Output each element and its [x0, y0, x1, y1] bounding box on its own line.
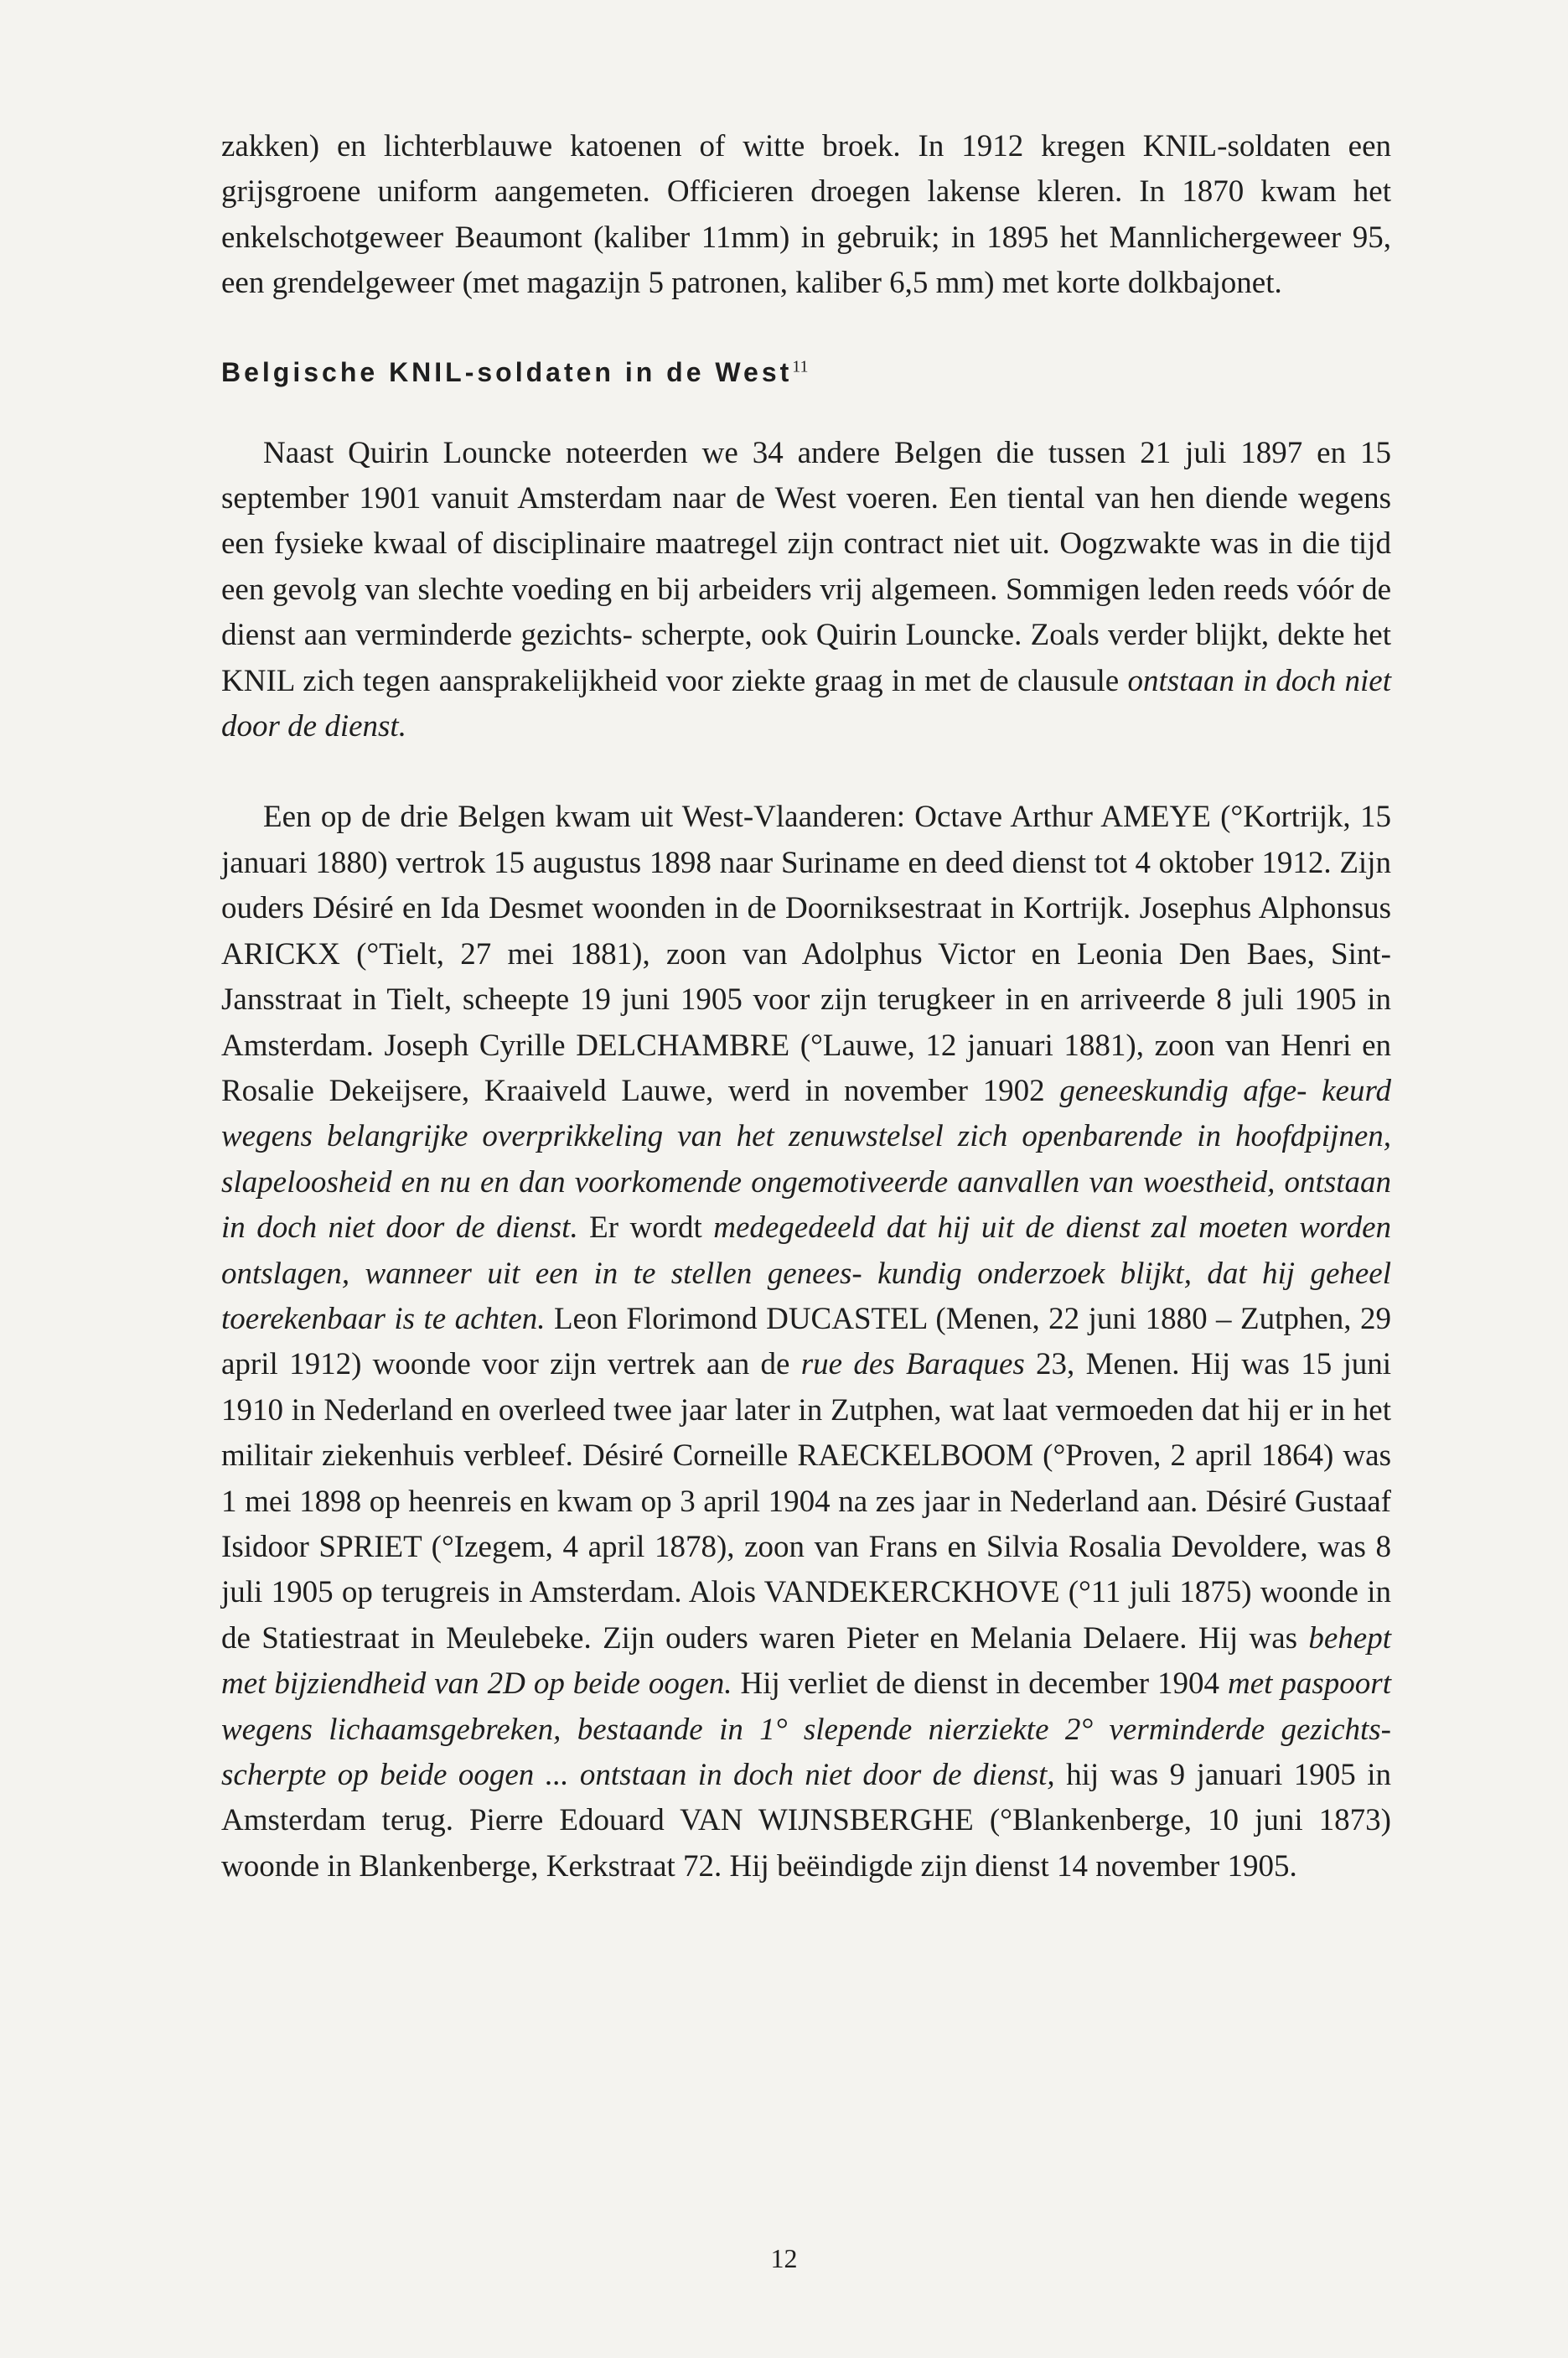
paragraph-spacer	[221, 749, 1391, 795]
paragraph-text: Er wordt	[577, 1210, 714, 1246]
page-body	[221, 124, 1391, 1889]
paragraph-text: hij was 9 januari 1905 in Amsterdam terug. Pierre Edouard VAN WIJNSBERGHE (°Blankenberge, 10 juni 1873) woonde in Blankenberge, Kerkstraat 72. Hij beëindigde zijn dienst 14 november 1905.	[221, 1758, 1391, 1884]
italic-quote: geneeskundig afge- keurd wegens belangrijke overprikkeling van het zenuwstelsel zich openbarende in hoofdpijnen, slapeloosheid en nu en dan voorkomende ongemotiveerde aanvallen van woestheid, ontstaan in doch niet door de dienst.	[221, 1073, 1391, 1246]
italic-quote: met paspoort wegens lichaamsgebreken, bestaande in 1° slepende nierziekte 2° verminderde gezichts- scherpte op beide oogen ... ontstaan in doch niet door de dienst,	[221, 1666, 1391, 1792]
italic-quote: behept met bijziendheid van 2D op beide oogen.	[221, 1620, 1391, 1702]
section-heading	[221, 354, 1391, 391]
paragraph-text: Naast Quirin Louncke noteerden we 34 andere Belgen die tussen 21 juli 1897 en 15 september 1901 vanuit Amsterdam naar de West voeren. Een tiental van hen diende wegens een fysieke kwaal of disciplinaire maatregel zijn contract niet uit. Oogzwakte was in die tijd een gevolg van slechte voeding en bij arbeiders vrij algemeen. Sommigen leden reeds vóór de dienst aan verminderde gezichts- scherpte, ook Quirin Louncke. Zoals verder blijkt, dekte het KNIL zich tegen aansprakelijkheid voor ziekte graag in met de clausule	[221, 435, 1391, 698]
paragraph-text: Leon Florimond DUCASTEL (Menen, 22 juni 1880 – Zutphen, 29 april 1912) woonde voor zijn vertrek aan de	[221, 1301, 1391, 1382]
italic-street-name: rue des Baraques	[800, 1347, 1025, 1382]
footnote-reference: 11	[792, 356, 809, 376]
intro-paragraph: zakken) en lichterblauwe katoenen of witte broek. In 1912 kregen KNIL-soldaten een grijsgroene uniform aangemeten. Officieren droegen lakense kleren. In 1870 kwam het enkelschotgeweer Beaumont (kaliber 11mm) in gebruik; in 1895 het Mannlichergeweer 95, een grendelgeweer (met magazijn 5 patronen, kaliber 6,5 mm) met korte dolkbajonet.	[221, 129, 1391, 301]
paragraph-west-flanders-soldiers	[221, 795, 1391, 1889]
paragraph-belgians-overview	[221, 431, 1391, 750]
italic-quote: ontstaan in doch niet door de dienst.	[221, 663, 1391, 744]
page-number: 12	[770, 2243, 798, 2273]
paragraph-text: Hij verliet de dienst in december 1904	[732, 1666, 1229, 1702]
paragraph-text: 23, Menen. Hij was 15 juni 1910 in Nederland en overleed twee jaar later in Zutphen, wat laat vermoeden dat hij er in het militair ziekenhuis verbleef. Désiré Corneille RAECKELBOOM (°Proven, 2 april 1864) was 1 mei 1898 op heenreis en kwam op 3 april 1904 na zes jaar in Nederland aan. Désiré Gustaaf Isidoor SPRIET (°Izegem, 4 april 1878), zoon van Frans en Silvia Rosalia Devoldere, was 8 juli 1905 op terugreis in Amsterdam. Alois VANDEKERCKHOVE (°11 juli 1875) woonde in de Statiestraat in Meulebeke. Zijn ouders waren Pieter en Melania Delaere. Hij was	[221, 1347, 1392, 1656]
paragraph-text: Een op de drie Belgen kwam uit West-Vlaanderen: Octave Arthur AMEYE (°Kortrijk, 15 januari 1880) vertrok 15 augustus 1898 naar Suriname en deed dienst tot 4 oktober 1912. Zijn ouders Désiré en Ida Desmet woonden in de Doorniksestraat in Kortrijk. Josephus Alphonsus ARICKX (°Tielt, 27 mei 1881), zoon van Adolphus Victor en Leonia Den Baes, Sint-Jansstraat in Tielt, scheepte 19 juni 1905 voor zijn terugkeer in en arriveerde 8 juli 1905 in Amsterdam. Joseph Cyrille DELCHAMBRE (°Lauwe, 12 januari 1881), zoon van Henri en Rosalie Dekeijsere, Kraaiveld Lauwe, werd in november 1902	[221, 800, 1391, 1108]
section-heading-text: Belgische KNIL-soldaten in de West	[221, 356, 793, 387]
italic-quote: medegedeeld dat hij uit de dienst zal moeten worden ontslagen, wanneer uit een in te stellen genees- kundig onderzoek blijkt, dat hij geheel toerekenbaar is te achten.	[221, 1210, 1392, 1336]
